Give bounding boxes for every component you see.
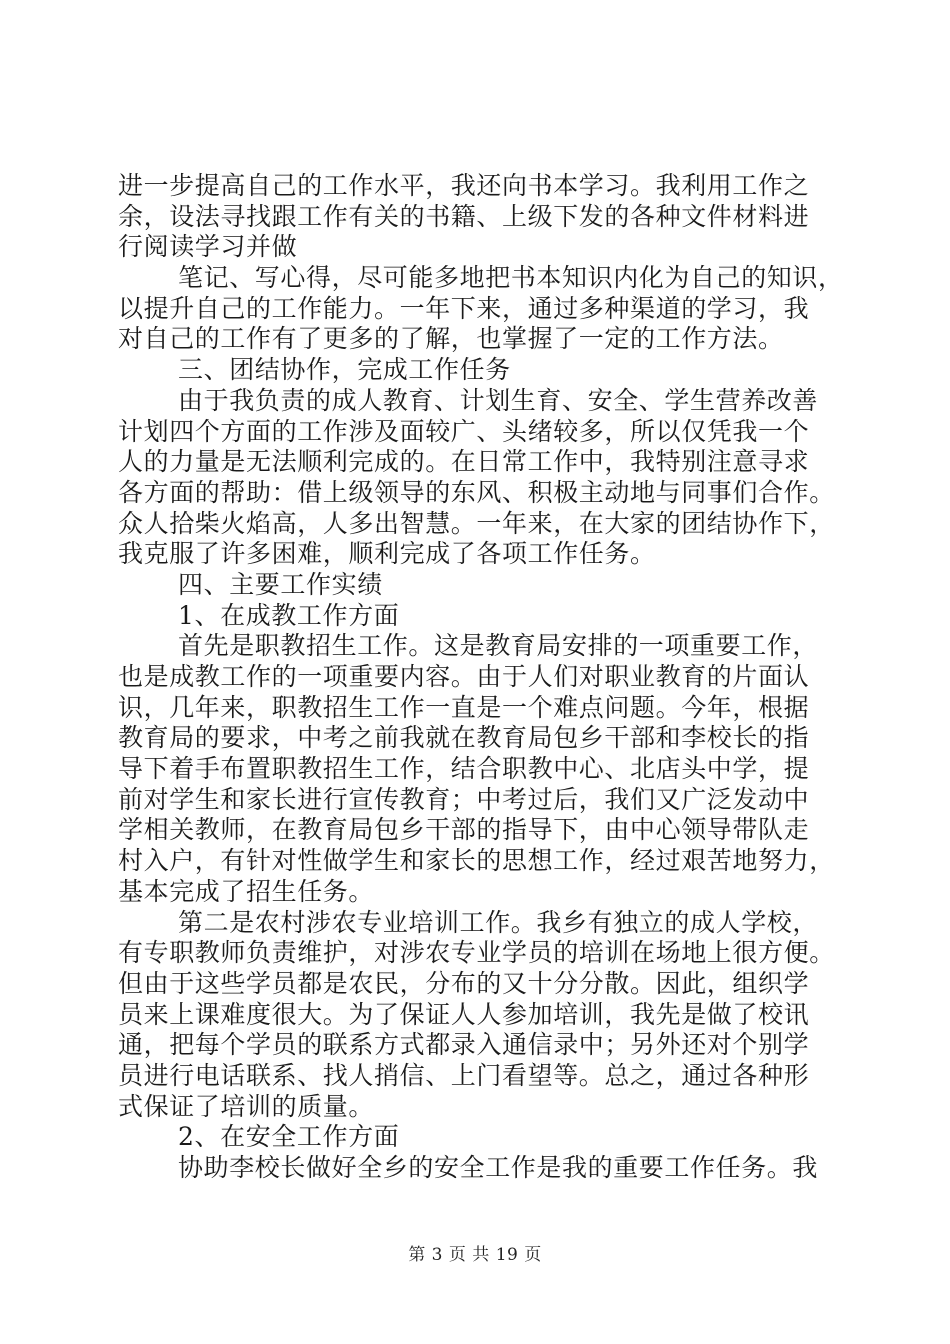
text-line: 式保证了培训的质量。 [118,1091,375,1121]
text-line: 1、在成教工作方面 [178,600,400,630]
text-line: 笔记、写心得，尽可能多地把书本知识内化为自己的知识， [178,263,844,293]
text-line: 教育局的要求，中考之前我就在教育局包乡干部和李校长的指 [118,723,810,753]
text-line: 各方面的帮助：借上级领导的东风、积极主动地与同事们合作。 [118,477,835,507]
text-line: 人的力量是无法顺利完成的。在日常工作中，我特别注意寻求 [118,447,810,477]
text-line: 学相关教师，在教育局包乡干部的指导下，由中心领导带队走 [118,815,810,845]
text-line: 村入户，有针对性做学生和家长的思想工作，经过艰苦地努力， [118,846,835,876]
text-line: 导下着手布置职教招生工作，结合职教中心、北店头中学，提 [118,754,810,784]
text-line: 协助李校长做好全乡的安全工作是我的重要工作任务。我 [178,1153,819,1182]
text-line: 计划四个方面的工作涉及面较广、头绪较多，所以仅凭我一个 [118,416,810,446]
text-line: 基本完成了招生任务。 [118,876,375,906]
text-line: 第二是农村涉农专业培训工作。我乡有独立的成人学校， [178,907,819,937]
text-line: 有专职教师负责维护，对涉农专业学员的培训在场地上很方便。 [118,938,835,968]
text-line: 识，几年来，职教招生工作一直是一个难点问题。今年，根据 [118,692,810,722]
text-line: 三、团结协作，完成工作任务 [178,355,511,385]
text-line: 由于我负责的成人教育、计划生育、安全、学生营养改善 [178,385,819,415]
page-footer: 第 3 页 共 19 页 [408,1245,542,1265]
text-line: 首先是职教招生工作。这是教育局安排的一项重要工作， [178,631,819,661]
text-line: 进一步提高自己的工作水平，我还向书本学习。我利用工作之 [118,171,810,200]
text-line: 也是成教工作的一项重要内容。由于人们对职业教育的片面认 [118,662,810,691]
text-line: 对自己的工作有了更多的了解，也掌握了一定的工作方法。 [118,324,784,354]
text-line: 四、主要工作实绩 [178,569,383,599]
text-line: 以提升自己的工作能力。一年下来，通过多种渠道的学习，我 [118,293,810,323]
text-line: 我克服了许多困难，顺利完成了各项工作任务。 [118,539,656,569]
text-line: 前对学生和家长进行宣传教育；中考过后，我们又广泛发动中 [118,784,810,814]
text-line: 众人拾柴火焰高，人多出智慧。一年来，在大家的团结协作下， [118,508,835,538]
text-line: 余，设法寻找跟工作有关的书籍、上级下发的各种文件材料进 [118,201,810,231]
text-line: 但由于这些学员都是农民，分布的又十分分散。因此，组织学 [118,968,810,998]
document-body [118,171,844,1184]
text-line: 行阅读学习并做 [118,232,298,262]
text-line: 2、在安全工作方面 [178,1122,400,1152]
text-line: 员进行电话联系、找人捎信、上门看望等。总之，通过各种形 [118,1060,810,1090]
text-line: 通，把每个学员的联系方式都录入通信录中；另外还对个别学 [118,1030,810,1060]
text-line: 员来上课难度很大。为了保证人人参加培训，我先是做了校讯 [118,999,810,1029]
